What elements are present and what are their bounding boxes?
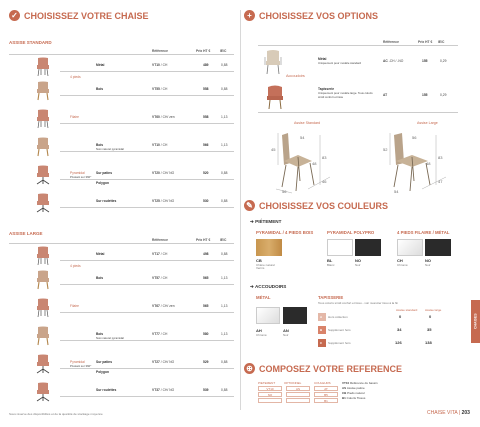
chair-image [34,270,52,290]
tapisserie-heading: TAPISSERIE [318,295,344,300]
swatch-label: Vernis [256,266,265,270]
chair-image [34,81,52,101]
tapis-v2: 35 [427,327,432,332]
col-prix: Prix HT € [418,40,433,44]
dim-value: 47 [438,179,443,184]
tapis-letter: B [320,328,323,332]
chair-image [34,165,52,185]
compose-cell [286,398,310,403]
compose-head: COULEURS [314,381,331,385]
swatch-label: Noir [355,263,361,267]
compose-cell [286,392,310,397]
row-ie: 0,88 [221,171,228,175]
ref-suffix: / CH [159,276,168,280]
tapis-row-a [318,313,458,323]
group-sub: Pivotant sur 360° [70,364,92,368]
row-divider [60,207,234,208]
row-prix: 489 [203,63,209,67]
compose-cell: AT [314,386,338,391]
section-choisissez-options [244,10,378,21]
section-title: COMPOSEZ VOTRE REFERENCE [259,363,403,374]
plus-icon: + [244,10,255,21]
swatch-code: CB [256,258,262,263]
row-ref [152,276,167,280]
metal-heading: MÉTAL [256,295,271,300]
dim-value: 46 [322,179,327,184]
row-prix: 539 [203,388,209,392]
legend-code: AS [342,386,347,390]
dim-value: 45 [271,147,276,152]
row-prix: 565 [203,276,209,280]
ref-code: VT10 [152,143,160,147]
brand-name: CHAISE VITA [427,410,458,416]
filaire-heading: 4 PIEDS FILAIRE / MÉTAL [397,230,450,235]
row-name: Métal [96,63,105,67]
swatch-label: Blanc [327,263,335,267]
compose-legend-item [342,386,365,390]
row-divider [60,312,234,313]
pietement-label: PIÉTEMENT [255,219,282,224]
row-prix: 566 [203,143,209,147]
compose-cell [258,398,282,403]
swatch-metal-chrome[interactable] [256,307,280,324]
col-prix: Prix HT € [196,49,211,53]
row-divider [60,368,234,369]
tapis-label: Hors collection [328,315,348,319]
tapis-v2: 138 [425,340,432,345]
dim-value: 48 [426,161,431,166]
tapis-v1: 0 [399,314,402,319]
row-ie: 1,13 [221,332,228,336]
row-ie: 1,13 [221,143,228,147]
ref-code: AC [383,59,388,63]
ref-code: VT77 [152,332,160,336]
row-prix: 558 [203,87,209,91]
swatch-blanc[interactable] [327,239,353,256]
row-divider [60,179,234,180]
pencil-icon: ✎ [244,200,255,211]
compose-legend-item [342,391,365,395]
dimension-drawing-large [380,125,470,195]
accoudoirs-label: Accoudoirs [286,74,305,78]
ref-code: VT55 [152,87,160,91]
row-name: Sur roulettes [96,388,117,392]
bois-heading: PYRAMIDAL / 4 PIEDS BOIS [256,230,314,235]
tapis-v1: 34 [397,327,402,332]
section-choisissez-couleurs [244,200,388,211]
ref-suffix: / CH [159,63,168,67]
group-label: Pyramidal [70,360,85,364]
tapis-label: Supplément hors [328,328,351,332]
row-divider [60,123,234,124]
row-prix: 498 [203,252,209,256]
dim-value: 83 [438,155,443,160]
row-ie: 0,88 [221,252,228,256]
col-ie: IE/C [220,238,227,242]
section-composez [244,363,402,374]
group-label: 4 pieds [70,264,81,268]
chair-image [34,193,52,213]
dim-value: 56 [282,189,287,194]
ref-code: VT60 [152,115,160,119]
dim-value: 48 [312,161,317,166]
row-prix: 529 [203,360,209,364]
ref-suffix: / CH/ NO [159,199,175,203]
dim-value: 54 [300,135,305,140]
swatch-code: NO [355,258,361,263]
tapis-label: Supplément hors [328,341,351,345]
poly-heading: PYRAMIDAL POLYPRO [327,230,375,235]
row-divider [60,340,234,341]
ref-suffix: / CH/ NO [159,171,175,175]
row-divider [60,260,234,261]
section-title: CHOISISSEZ VOS COULEURS [259,200,389,211]
row-ref [152,171,174,175]
ref-suffix: / CH/ NO [159,388,175,392]
chair-image [34,382,52,402]
section-choisissez-chaise [9,10,149,21]
compose-cell: B5 [314,392,338,397]
option-prix: 155 [422,93,428,97]
ref-suffix: / CH [159,87,168,91]
swatch-code: AN [283,328,289,333]
swatch-label: Chêne naturel [256,263,275,267]
ref-code: VT10 [152,63,160,67]
swatch-noir[interactable] [355,239,381,256]
swatch-label: Chromé [397,263,408,267]
option-ie: 0,29 [440,59,447,63]
section-title: CHOISISSEZ VOS OPTIONS [259,10,379,21]
group-label: Pyramidal [70,171,85,175]
column-separator [240,10,241,410]
option-prix: 155 [422,59,428,63]
row-ref [152,388,174,392]
option-name: Tapisserie [318,87,335,91]
footer-note: Sous réserve des disponibilités et de la quantité de stockage moyenne [9,412,103,416]
row-ref [152,332,167,336]
pietement-heading: ➔ PIÉTEMENT [250,219,282,224]
ref-code: VT67 [152,304,160,308]
row-prix: 580 [203,332,209,336]
row-prix: 558 [203,115,209,119]
dim-std-label: Assise Standard [294,121,321,125]
row-prix: 565 [203,304,209,308]
page-number: 203 [461,410,470,416]
ref-code: VT57 [152,276,160,280]
dimension-drawing-std [268,125,358,195]
tapisserie-note: Tous coloris simili confort et tissu - voir nuancier tissu à la fin [318,301,399,305]
option-sub: Uniquement pour modèle large. Tous coloris simili confort et tissu [318,91,373,99]
chair-image [34,354,52,374]
ref-suffix: / CH [159,332,168,336]
swatch-label: Noir [425,263,431,267]
row-name: Sur roulettes [96,199,117,203]
legend-label: Assise patine [346,386,365,390]
legend-label: Référence du bassin [349,381,378,385]
compose-cell: B1 [314,398,338,403]
col-ref: Référence [152,49,168,53]
row-ie: 1,13 [221,115,228,119]
tapis-v1: 126 [395,340,402,345]
row-ie: 1,13 [221,276,228,280]
compose-cell: NO [258,392,282,397]
compose-legend-item [342,381,378,385]
chair-image [34,246,52,266]
swatch-code: NO [425,258,431,263]
legend-code: VT10 [342,381,350,385]
divider [258,45,458,46]
compose-head: PIETEMENT [258,381,276,385]
dim-value: 83 [322,155,327,160]
chair-image [34,298,52,318]
row-name: Sur patins [96,171,113,175]
row-ref [152,115,175,119]
chair-image [34,57,52,77]
tapis-col-std: Assise standard [396,308,418,312]
row-name: Métal [96,252,105,256]
tapis-row-c [318,339,458,349]
cart-icon: ⊕ [244,363,255,374]
swatch-metal-noir[interactable] [283,307,307,324]
row-ie: 1,13 [221,304,228,308]
row-sub: Noix naturel pyramidal [96,336,124,340]
legend-label: Coloris Tissus [345,396,366,400]
row-ref [152,252,167,256]
ref-suffix: / CH/ NO [159,360,175,364]
tapis-v2: 0 [429,314,432,319]
tapis-letter: A [320,315,323,319]
row-ref [152,199,174,203]
divider [258,112,458,113]
ref-code: VT20 [152,171,160,175]
ref-suffix: / CH/ zen [159,115,175,119]
legend-label: Pieds naturel [346,391,365,395]
row-name: Bois [96,87,104,91]
swatch-label: Chromé [256,333,267,337]
dim-value: 56 [412,135,417,140]
side-tab[interactable]: CHAISES [471,300,480,343]
row-name: Sur patins [96,360,113,364]
option-ref [383,93,387,97]
armchair-tapis-image [264,84,286,110]
option-sub: Uniquement pour modèle standard [318,61,362,65]
legend-code: B1 [342,396,346,400]
col-ref: Référence [383,40,399,44]
group-sub: Pivotant sur 360° [70,175,92,179]
compose-cell: VT10 [258,386,282,391]
ref-suffix: / CH [159,252,168,256]
row-ie: 0,88 [221,87,228,91]
option-name: Métal [318,57,327,61]
row-ref [152,304,175,308]
swatch-chrome[interactable] [397,239,423,256]
assise-standard-label: ASSISE STANDARD [9,40,52,45]
row-divider [60,71,234,72]
swatch-code: BL [327,258,333,263]
footer-brand: CHAISE VITA | 203 [427,410,470,416]
row-ie: 0,88 [221,388,228,392]
swatch-label: Noir [283,333,289,337]
row-name: Bois [96,332,104,336]
group-label: Filaire [70,115,79,119]
col-ie: IE/C [438,40,445,44]
compose-legend-item [342,396,365,400]
row-divider [60,95,234,96]
tapis-row-b [318,326,458,336]
tapis-col-large: Assise large [425,308,442,312]
row-ref [152,63,167,67]
ref-code: VT25 [152,199,160,203]
dim-large-label: Assise Large [417,121,438,125]
chair-image [34,137,52,157]
chair-image [34,326,52,346]
swatch-code: CH [397,258,403,263]
assise-large-label: ASSISE LARGE [9,231,43,236]
tapis-letter: C [320,341,323,345]
row-sub: Noix naturel pyramidal [96,147,124,151]
col-ie: IE/C [220,49,227,53]
check-icon: ✓ [9,10,20,21]
group-label: 4 pieds [70,75,81,79]
divider [9,54,234,55]
dim-value: 54 [394,189,399,194]
armchair-metal-image [262,49,284,75]
row-prix: 530 [203,199,209,203]
dim-value: 52 [383,147,388,152]
section-title: CHOISISSEZ VOTRE CHAISE [24,10,149,21]
row-divider [60,396,234,397]
row-name: Bois [96,143,104,147]
row-name: Bois [96,276,104,280]
row-name: Polygon [96,370,110,374]
divider [9,243,234,244]
ref-suffix: / CH [159,143,168,147]
compose-cell: AS [286,386,310,391]
row-prix: 520 [203,171,209,175]
row-name: Polygon [96,181,110,185]
row-ie: 0,88 [221,360,228,364]
row-ie: 0,88 [221,199,228,203]
legend-code: CB [342,391,347,395]
option-ref [383,59,403,63]
row-divider [60,284,234,285]
swatch-noir-metal[interactable] [425,239,451,256]
ref-code: VT17 [152,252,160,256]
compose-head: OPTIONNEL [284,381,302,385]
swatch-chene[interactable] [256,239,282,256]
row-ref [152,143,167,147]
col-ref: Référence [152,238,168,242]
accoudoirs-label: ACCOUDOIRS [254,284,287,289]
row-ref [152,87,167,91]
row-ref [152,360,174,364]
col-prix: Prix HT € [196,238,211,242]
ref-suffix: -CH / -NO [388,59,404,63]
row-ie: 0,88 [221,63,228,67]
chair-image [34,109,52,129]
ref-suffix: / CH/ zen [159,304,175,308]
ref-code: VT27 [152,360,160,364]
group-label: Filaire [70,304,79,308]
row-divider [60,151,234,152]
option-ie: 0,29 [440,93,447,97]
accoudoirs-heading: ➔ ACCOUDOIRS [250,284,287,289]
swatch-code: AH [256,328,262,333]
ref-code: VT37 [152,388,160,392]
ref-code: AT [383,93,388,97]
